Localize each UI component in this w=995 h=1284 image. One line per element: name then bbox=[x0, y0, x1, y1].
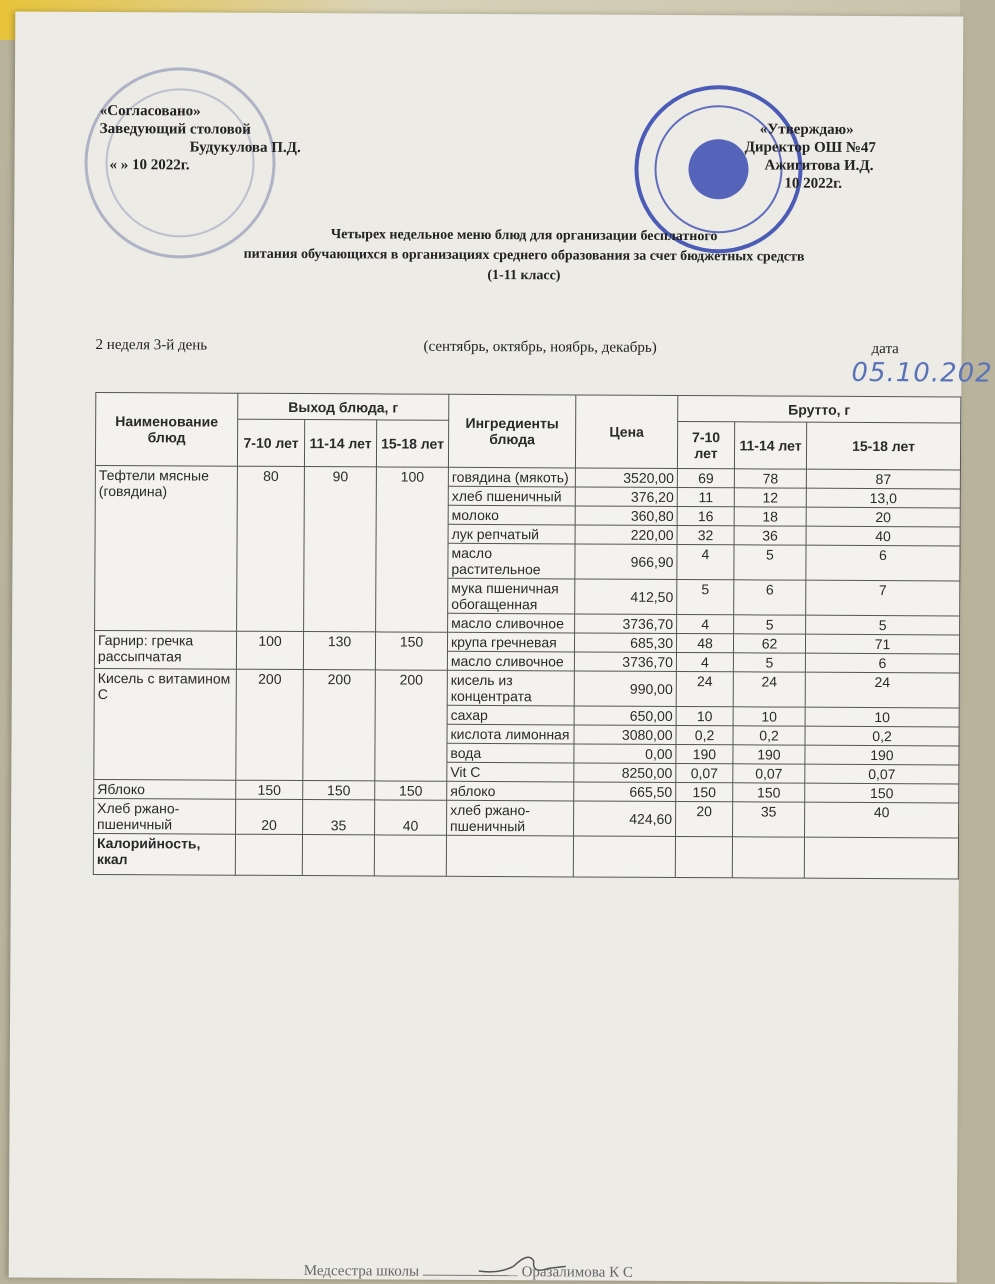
header-gross: Брутто, г bbox=[678, 396, 961, 423]
ingredient-cell: говядина (мякоть) bbox=[448, 467, 575, 487]
calories-value-cell bbox=[675, 836, 732, 877]
dish-name-cell: Гарнир: гречка рассыпчатая bbox=[94, 630, 236, 669]
header-price: Цена bbox=[575, 395, 677, 469]
ingredient-cell: кисель из концентрата bbox=[447, 670, 574, 706]
table-row bbox=[94, 630, 959, 654]
calories-label: Калорийность, ккал bbox=[93, 833, 235, 875]
gross-cell: 36 bbox=[734, 526, 806, 545]
approval-left-line4: « » 10 2022г. bbox=[109, 157, 190, 174]
price-cell: 3736,70 bbox=[575, 614, 677, 634]
dish-output-cell: 200 bbox=[236, 669, 304, 780]
dish-output-cell: 80 bbox=[237, 466, 305, 631]
menu-table bbox=[93, 392, 962, 880]
ingredient-cell: хлеб пшеничный bbox=[448, 486, 575, 506]
gross-cell: 35 bbox=[733, 802, 805, 837]
document-title bbox=[114, 224, 934, 288]
price-cell: 665,50 bbox=[574, 782, 676, 802]
gross-cell: 150 bbox=[733, 783, 805, 802]
calories-value-cell bbox=[446, 835, 573, 877]
gross-cell: 71 bbox=[805, 634, 959, 654]
ingredient-cell: масло растительное bbox=[448, 543, 575, 579]
gross-cell: 190 bbox=[805, 745, 959, 765]
dish-output-cell: 90 bbox=[304, 467, 377, 632]
footer-name: Оразалимова К С bbox=[521, 1264, 633, 1281]
handwritten-date: 05.10.202 bbox=[851, 357, 993, 389]
dish-output-cell: 130 bbox=[303, 632, 375, 670]
header-gross-age1: 7-10 лет bbox=[677, 422, 734, 469]
gross-cell: 0,07 bbox=[676, 763, 733, 782]
gross-cell: 150 bbox=[805, 783, 959, 803]
gross-cell: 0,07 bbox=[805, 764, 959, 784]
dish-output-cell: 40 bbox=[375, 800, 447, 835]
price-cell: 650,00 bbox=[574, 706, 676, 726]
calories-value-cell bbox=[235, 834, 302, 875]
dish-output-cell: 35 bbox=[303, 800, 375, 835]
header-ingredients: Ингредиенты блюда bbox=[448, 394, 575, 468]
gross-cell: 20 bbox=[676, 801, 733, 836]
footer-role: Медсестра школы bbox=[303, 1263, 420, 1280]
ingredient-cell: крупа гречневая bbox=[447, 632, 574, 652]
calories-value-cell bbox=[302, 835, 374, 876]
gross-cell: 24 bbox=[676, 671, 733, 706]
header-gross-age3: 15-18 лет bbox=[806, 422, 960, 470]
approval-right-line1: «Утверждаю» bbox=[759, 121, 854, 138]
header-output-age3: 15-18 лет bbox=[376, 420, 448, 467]
gross-cell: 6 bbox=[734, 580, 806, 615]
price-cell: 3520,00 bbox=[575, 468, 677, 488]
calories-value-cell bbox=[573, 836, 675, 878]
ingredient-cell: масло сливочное bbox=[447, 651, 574, 671]
gross-cell: 190 bbox=[676, 744, 733, 763]
price-cell: 412,50 bbox=[575, 579, 677, 615]
gross-cell: 4 bbox=[677, 544, 734, 579]
months-label: (сентябрь, октябрь, ноябрь, декабрь) bbox=[423, 338, 657, 356]
ingredient-cell: мука пшеничная обогащенная bbox=[448, 578, 575, 614]
approval-block-left bbox=[99, 102, 300, 175]
ingredient-cell: Vit C bbox=[447, 762, 574, 782]
header-output-age1: 7-10 лет bbox=[237, 419, 304, 466]
ingredient-cell: масло сливочное bbox=[448, 613, 575, 633]
gross-cell: 24 bbox=[805, 672, 959, 708]
calories-value-cell bbox=[804, 837, 958, 879]
price-cell: 220,00 bbox=[575, 525, 677, 545]
header-output: Выход блюда, г bbox=[238, 393, 449, 420]
gross-cell: 40 bbox=[805, 802, 959, 838]
price-cell: 376,20 bbox=[575, 487, 677, 507]
week-day-label: 2 неделя 3-й день bbox=[95, 336, 208, 354]
gross-cell: 13,0 bbox=[806, 488, 960, 508]
gross-cell: 5 bbox=[733, 653, 805, 672]
calories-value-cell bbox=[732, 837, 804, 878]
gross-cell: 40 bbox=[806, 526, 960, 546]
dish-output-cell: 150 bbox=[375, 632, 447, 670]
gross-cell: 62 bbox=[733, 634, 805, 653]
dish-output-cell: 200 bbox=[375, 670, 448, 781]
ingredient-cell: яблоко bbox=[447, 781, 574, 801]
dish-output-cell: 200 bbox=[303, 670, 376, 781]
ingredient-cell: вода bbox=[447, 743, 574, 763]
price-cell: 360,80 bbox=[575, 506, 677, 526]
gross-cell: 7 bbox=[806, 580, 960, 616]
table-row bbox=[95, 465, 960, 489]
gross-cell: 24 bbox=[733, 672, 805, 707]
gross-cell: 5 bbox=[734, 545, 806, 580]
header-output-age2: 11-14 лет bbox=[304, 420, 376, 467]
dish-output-cell: 150 bbox=[303, 781, 375, 800]
gross-cell: 69 bbox=[677, 468, 734, 487]
approval-left-line3: Будукулова П.Д. bbox=[189, 139, 301, 157]
gross-cell: 32 bbox=[677, 525, 734, 544]
title-line1: Четырех недельное меню блюд для организации бесплатного bbox=[330, 227, 718, 245]
gross-cell: 0,2 bbox=[805, 726, 959, 746]
dish-output-cell: 100 bbox=[236, 631, 303, 669]
dish-output-cell: 20 bbox=[236, 799, 303, 834]
menu-document-page bbox=[9, 12, 993, 1283]
dish-output-cell: 150 bbox=[375, 781, 447, 800]
gross-cell: 48 bbox=[676, 633, 733, 652]
approval-block-right bbox=[734, 120, 876, 193]
title-line2: питания обучающихся в организациях среднего образования за счет бюджетных средств bbox=[243, 246, 805, 265]
dish-output-cell: 100 bbox=[376, 467, 449, 632]
gross-cell: 87 bbox=[806, 469, 960, 489]
gross-cell: 0,07 bbox=[733, 764, 805, 783]
gross-cell: 12 bbox=[734, 488, 806, 507]
approval-right-line2: Директор ОШ №47 bbox=[744, 139, 877, 157]
gross-cell: 4 bbox=[676, 652, 733, 671]
gross-cell: 190 bbox=[733, 745, 805, 764]
gross-cell: 5 bbox=[734, 615, 806, 634]
approval-left-line1: «Согласовано» bbox=[99, 102, 201, 120]
table-row bbox=[94, 668, 959, 708]
gross-cell: 4 bbox=[677, 614, 734, 633]
ingredient-cell: сахар bbox=[447, 705, 574, 725]
ingredient-cell: хлеб ржано-пшеничный bbox=[447, 800, 574, 836]
gross-cell: 150 bbox=[676, 782, 733, 801]
menu-table-body bbox=[93, 465, 960, 879]
price-cell: 424,60 bbox=[574, 801, 676, 837]
price-cell: 8250,00 bbox=[574, 763, 676, 783]
approval-right-line3: Ажигитова И.Д. bbox=[764, 157, 874, 175]
dish-name-cell: Кисель с витамином С bbox=[94, 668, 237, 780]
dish-output-cell: 150 bbox=[236, 780, 303, 799]
gross-cell: 6 bbox=[805, 653, 959, 673]
gross-cell: 10 bbox=[733, 707, 805, 726]
gross-cell: 20 bbox=[806, 507, 960, 527]
footer-signature-line bbox=[304, 1263, 633, 1282]
dish-name-cell: Тефтели мясные (говядина) bbox=[95, 465, 238, 631]
gross-cell: 10 bbox=[676, 706, 733, 725]
ingredient-cell: кислота лимонная bbox=[447, 724, 574, 744]
gross-cell: 78 bbox=[734, 469, 806, 488]
calories-value-cell bbox=[374, 835, 446, 876]
gross-cell: 0,2 bbox=[676, 725, 733, 744]
ingredient-cell: молоко bbox=[448, 505, 575, 525]
calories-row bbox=[93, 833, 958, 879]
price-cell: 3080,00 bbox=[574, 725, 676, 745]
gross-cell: 5 bbox=[677, 579, 734, 614]
price-cell: 0,00 bbox=[574, 744, 676, 764]
dish-name-cell: Хлеб ржано-пшеничный bbox=[94, 798, 236, 834]
ingredient-cell: лук репчатый bbox=[448, 524, 575, 544]
header-dish-name: Наименование блюд bbox=[95, 392, 237, 466]
table-row bbox=[94, 798, 959, 838]
gross-cell: 11 bbox=[677, 487, 734, 506]
gross-cell: 6 bbox=[806, 545, 960, 581]
gross-cell: 10 bbox=[805, 707, 959, 727]
price-cell: 990,00 bbox=[574, 671, 676, 707]
gross-cell: 5 bbox=[806, 615, 960, 635]
price-cell: 3736,70 bbox=[574, 652, 676, 672]
table-header-row bbox=[96, 392, 961, 423]
approval-right-line4: 10 2022г. bbox=[784, 175, 843, 192]
header-gross-age2: 11-14 лет bbox=[734, 422, 806, 469]
gross-cell: 16 bbox=[677, 506, 734, 525]
approval-left-line2: Заведующий столовой bbox=[99, 120, 251, 138]
date-label: дата bbox=[871, 341, 899, 358]
price-cell: 966,90 bbox=[575, 544, 677, 580]
price-cell: 685,30 bbox=[574, 633, 676, 653]
gross-cell: 18 bbox=[734, 507, 806, 526]
title-line3: (1-11 класс) bbox=[487, 268, 561, 284]
dish-name-cell: Яблоко bbox=[94, 779, 236, 799]
gross-cell: 0,2 bbox=[733, 726, 805, 745]
